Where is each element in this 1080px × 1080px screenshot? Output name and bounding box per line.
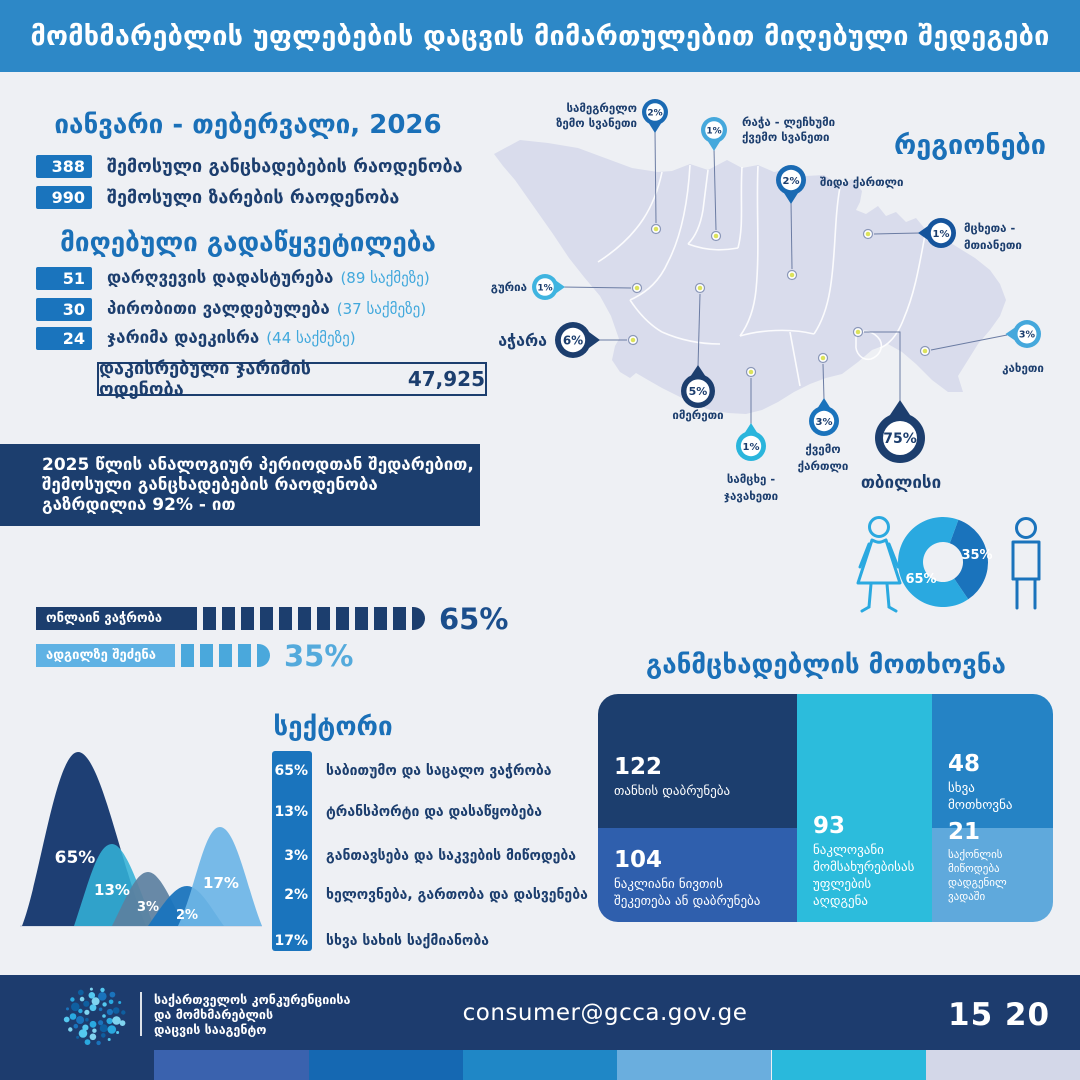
decision-row	[36, 266, 430, 290]
fine-total-label: დაკისრებული ჯარიმის ოდენობა	[99, 358, 311, 400]
tile-label: თანხის დაბრუნება	[614, 784, 731, 799]
channel-segment	[374, 607, 387, 630]
logo-dot	[74, 1024, 79, 1029]
sector-pct: 3%	[284, 848, 308, 864]
sector-pct: 2%	[284, 887, 308, 903]
channel-segment	[219, 644, 232, 667]
svg-text:გურია: გურია	[490, 280, 527, 294]
regions-title: რეგიონები	[894, 130, 1046, 161]
stat-label: შემოსული განცხადებების რაოდენობა	[107, 155, 463, 177]
logo-dot	[96, 1041, 100, 1045]
svg-text:6%: 6%	[562, 333, 584, 348]
channel-segment	[393, 607, 406, 630]
tile-label: საქონლის	[948, 848, 1003, 861]
svg-text:სამეგრელო: სამეგრელო	[566, 101, 637, 115]
region-pin-racha	[701, 117, 727, 151]
svg-text:17%: 17%	[203, 874, 239, 892]
tile-value: 104	[614, 847, 663, 873]
agency-logo-icon	[55, 980, 135, 1052]
logo-dot	[116, 1031, 119, 1034]
logo-dot	[109, 1000, 114, 1005]
logo-dot	[64, 1017, 70, 1023]
region-pin-achara	[555, 322, 600, 358]
svg-text:1%: 1%	[932, 229, 950, 240]
logo-dot	[78, 990, 84, 996]
logo-dot	[108, 1038, 111, 1041]
decision-value-badge: 30	[36, 298, 92, 321]
svg-text:1%: 1%	[537, 283, 553, 294]
logo-dot	[98, 992, 107, 1001]
svg-text:რაჭა - ლეჩხუმი: რაჭა - ლეჩხუმი	[742, 115, 836, 129]
agency-name-line: საქართველოს კონკურენციისა	[154, 992, 351, 1007]
channel-segment	[238, 644, 251, 667]
footer-strip-segment	[154, 1050, 308, 1080]
region-pin-samegrelo	[642, 99, 668, 133]
request-tile-other	[932, 694, 1053, 828]
male-icon	[1013, 519, 1039, 609]
footer-strip-segment	[926, 1050, 1080, 1080]
logo-dot	[85, 1018, 89, 1022]
channel-label: ადგილზე შეძენა	[36, 644, 175, 667]
logo-dot	[90, 1004, 97, 1011]
logo-dot	[90, 1021, 97, 1028]
logo-dot	[70, 997, 74, 1001]
sector-pct: 13%	[274, 804, 308, 820]
logo-dot	[71, 1003, 80, 1012]
highlight-line: 2025 წლის ანალოგიურ პერიოდთან შედარებით,	[42, 455, 474, 475]
svg-text:ქვემო: ქვემო	[805, 442, 841, 456]
tile-label: მომსახურებისას	[813, 860, 915, 875]
channel-segments	[203, 607, 431, 630]
sector-label: განთავსება და საკვების მიწოდება	[326, 848, 577, 864]
sector-title: სექტორი	[273, 712, 393, 742]
logo-dot	[99, 1008, 103, 1012]
svg-text:ჯავახეთი: ჯავახეთი	[723, 489, 779, 503]
logo-dot	[80, 997, 85, 1002]
sector-row	[272, 930, 489, 952]
decision-value-badge: 24	[36, 327, 92, 350]
channel-label: ონლაინ ვაჭრობა	[36, 607, 197, 630]
svg-text:მთიანეთი: მთიანეთი	[964, 238, 1022, 252]
tile-value: 93	[813, 813, 846, 839]
channel-segment	[298, 607, 311, 630]
sector-mountain-chart	[20, 740, 265, 935]
logo-dot	[102, 1014, 106, 1018]
sector-label: სხვა სახის საქმიანობა	[326, 933, 489, 949]
tile-label: ნაკლიანი ნივთის	[614, 877, 723, 892]
decision-row	[36, 297, 426, 321]
footer-divider	[140, 992, 142, 1036]
logo-dot	[101, 1033, 106, 1038]
logo-dot	[100, 1024, 108, 1032]
logo-dot	[83, 1001, 89, 1007]
request-tile-service-rights	[797, 694, 932, 922]
tile-label: დადგენილ ვადაში	[948, 876, 1007, 903]
logo-dot	[70, 1013, 77, 1020]
decision-row	[36, 326, 356, 350]
svg-text:თბილისი: თბილისი	[860, 473, 942, 493]
sector-pct: 17%	[274, 933, 308, 949]
logo-dot	[68, 1027, 72, 1031]
tile-label: მოთხოვნა	[948, 798, 1013, 813]
stat-value-badge: 388	[36, 155, 92, 178]
channel-segment	[200, 644, 213, 667]
logo-dot	[84, 1010, 89, 1015]
sector-row	[272, 884, 588, 906]
logo-dot	[121, 1010, 125, 1014]
decisions-title: მიღებული გადაწყვეტილება	[60, 228, 436, 258]
sector-label: საბითუმო და საცალო ვაჭრობა	[326, 763, 552, 779]
logo-dot	[78, 1009, 82, 1013]
logo-dot	[66, 1007, 69, 1010]
channel-segment	[336, 607, 349, 630]
logo-dot	[107, 1009, 113, 1015]
channel-segment	[203, 607, 216, 630]
request-tile-refund	[598, 694, 797, 828]
period-title: იანვარი - თებერვალი, 2026	[54, 110, 442, 140]
agency-name-line: დაცვის სააგენტო	[154, 1022, 267, 1037]
channel-segment	[241, 607, 254, 630]
stat-value-badge: 990	[36, 186, 92, 209]
svg-text:აჭარა: აჭარა	[498, 331, 547, 350]
logo-dot	[108, 1025, 117, 1034]
logo-dot	[113, 1007, 120, 1014]
header-banner	[0, 0, 1080, 72]
logo-dot	[107, 1018, 113, 1024]
svg-text:კახეთი: კახეთი	[1002, 361, 1044, 375]
channel-segment	[181, 644, 194, 667]
tile-label: ნაკლოვანი	[813, 843, 884, 858]
logo-dot	[100, 988, 104, 992]
georgia-map	[480, 80, 1080, 520]
logo-dot	[102, 1002, 106, 1006]
decision-label: დარღვევის დადასტურება	[107, 268, 334, 288]
channel-segment	[317, 607, 330, 630]
stat-label: შემოსული ზარების რაოდენობა	[107, 186, 400, 208]
tile-label: უფლების აღდგენა	[813, 877, 872, 909]
logo-dot	[89, 992, 96, 999]
logo-dot	[76, 1036, 79, 1039]
logo-dot	[92, 1029, 96, 1033]
decision-label: ჯარიმა დაეკისრა	[107, 328, 260, 348]
sector-label: ხელოვნება, გართობა და დასვენება	[326, 887, 588, 903]
svg-text:იმერეთი: იმერეთი	[672, 408, 724, 422]
logo-dot	[112, 1016, 121, 1025]
logo-dot	[110, 992, 116, 998]
region-pin-guria	[532, 274, 565, 300]
decision-value-badge: 51	[36, 267, 92, 290]
gender-chart	[840, 505, 1070, 620]
svg-text:5%: 5%	[688, 385, 708, 398]
footer-strip-segment	[463, 1050, 617, 1080]
channel-segment	[260, 607, 273, 630]
region-pin-kakheti	[1006, 320, 1042, 348]
channel-pct: 65%	[439, 601, 509, 636]
stat-row	[36, 154, 463, 178]
sector-row	[272, 760, 552, 782]
page-title: მომხმარებლის უფლებების დაცვის მიმართულებით მიღებული შედეგები	[30, 20, 1050, 52]
request-tile-repair-return	[598, 828, 797, 922]
footer-strip-segment	[309, 1050, 463, 1080]
channel-segments	[181, 644, 276, 667]
tile-label: სხვა	[948, 781, 975, 796]
gender-donut	[898, 517, 993, 607]
logo-dot	[92, 997, 100, 1005]
region-pin-tbilisi	[875, 400, 925, 463]
svg-text:3%: 3%	[815, 417, 833, 428]
region-pin-kvemo-kartli	[809, 398, 839, 436]
hotline-number: 15 20	[948, 997, 1051, 1033]
svg-text:13%: 13%	[94, 881, 130, 899]
logo-dot	[79, 1029, 88, 1038]
tile-label: მიწოდება	[948, 862, 1000, 875]
svg-text:ქართლი: ქართლი	[797, 459, 849, 473]
channel-segment-end	[257, 644, 270, 667]
decision-note: (44 საქმეზე)	[266, 329, 356, 347]
svg-text:2%: 2%	[782, 176, 800, 187]
tile-label: შეკეთება ან დაბრუნება	[614, 894, 761, 909]
highlight-line: გაზრდილია 92% - ით	[42, 495, 236, 515]
svg-text:1%: 1%	[706, 126, 722, 137]
female-icon	[858, 518, 900, 612]
fine-total-box	[97, 358, 487, 400]
svg-text:75%: 75%	[883, 431, 917, 447]
svg-text:2%: 2%	[647, 108, 663, 119]
footer-strip-segment	[617, 1050, 771, 1080]
decision-note: (37 საქმეზე)	[336, 300, 427, 318]
logo-dot	[85, 1039, 91, 1045]
channel-segment	[355, 607, 368, 630]
footer-strip-segment	[772, 1050, 926, 1080]
region-pin-samtskhe	[736, 423, 766, 461]
channel-segment-end	[412, 607, 425, 630]
sector-pct: 65%	[274, 763, 308, 779]
logo-dot	[120, 1020, 126, 1026]
highlight-line: შემოსული განცხადებების რაოდენობა	[42, 475, 378, 495]
sector-label: ტრანსპორტი და დასაწყობება	[326, 804, 543, 820]
logo-dot	[118, 1001, 121, 1004]
stat-row	[36, 185, 399, 209]
svg-text:3%: 3%	[136, 900, 160, 915]
request-tile-delivery	[932, 819, 1053, 922]
channel-pct: 35%	[284, 638, 354, 673]
tile-value: 21	[948, 819, 981, 845]
logo-dot	[90, 1034, 97, 1041]
decision-note: (89 საქმეზე)	[340, 269, 430, 287]
svg-text:ქვემო სვანეთი: ქვემო სვანეთი	[742, 130, 830, 144]
logo-dot	[76, 1016, 84, 1024]
svg-text:მცხეთა -: მცხეთა -	[964, 221, 1016, 235]
sector-row	[272, 845, 576, 867]
male-pct-label: 35%	[961, 548, 993, 563]
svg-text:შიდა ქართლი: შიდა ქართლი	[820, 175, 904, 189]
channel-segment	[279, 607, 292, 630]
highlight-callout	[0, 444, 480, 526]
channel-row-online	[36, 601, 509, 636]
fine-total-value: 47,925	[407, 367, 485, 391]
svg-text:სამცხე -: სამცხე -	[726, 472, 776, 486]
svg-text:1%: 1%	[742, 442, 760, 453]
svg-text:65%: 65%	[54, 848, 96, 868]
svg-text:ზემო სვანეთი: ზემო სვანეთი	[556, 116, 637, 130]
svg-text:2%: 2%	[175, 908, 199, 923]
channel-row-onsite	[36, 638, 354, 673]
agency-name-line: და მომხმარებლის	[154, 1007, 274, 1022]
tile-value: 122	[614, 754, 663, 780]
requests-grid	[598, 694, 1053, 922]
channel-segment	[222, 607, 235, 630]
footer-strip-segment	[0, 1050, 154, 1080]
contact-email: consumer@gcca.gov.ge	[462, 1000, 748, 1026]
female-pct-label: 65%	[905, 572, 937, 587]
decision-label: პირობითი ვალდებულება	[107, 299, 330, 319]
tile-value: 48	[948, 751, 981, 777]
sector-row	[272, 801, 542, 823]
logo-dot	[90, 988, 93, 991]
svg-text:3%: 3%	[1018, 329, 1036, 341]
requests-title: განმცხადებლის მოთხოვნა	[646, 650, 1006, 680]
